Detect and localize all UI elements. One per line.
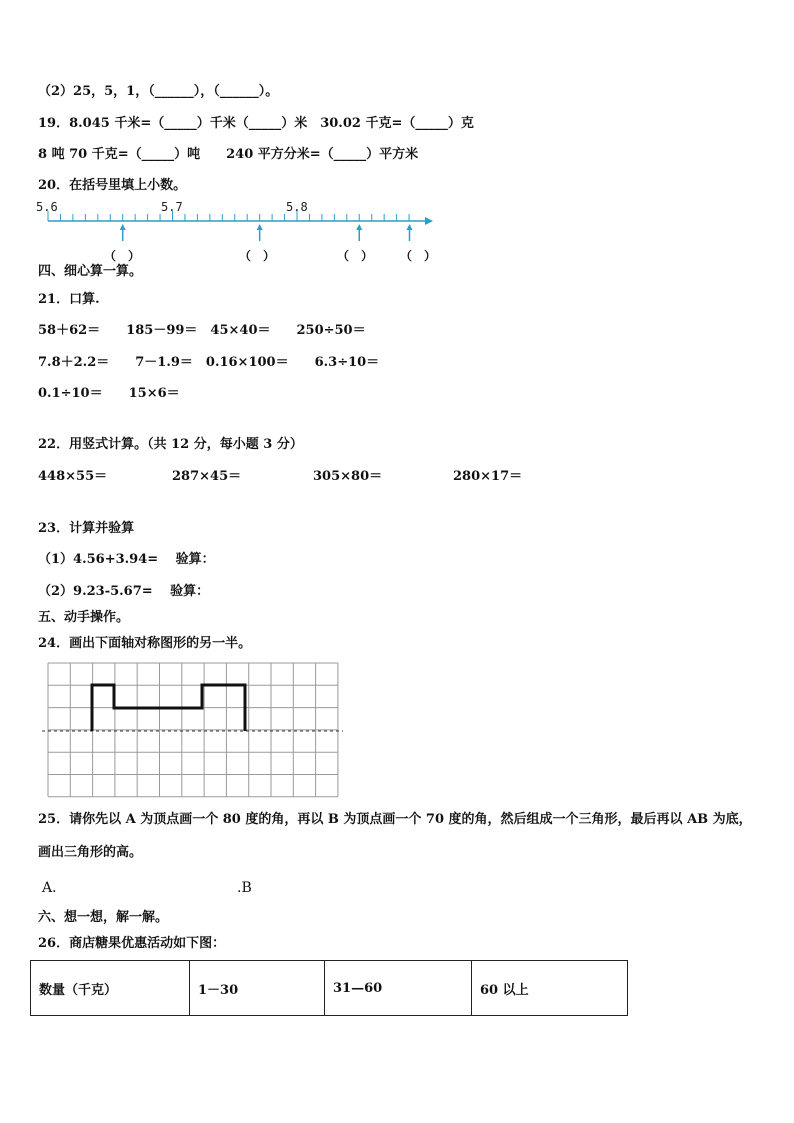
q22-item-3: 305×80＝ (313, 469, 383, 484)
discount-table (30, 960, 628, 1016)
q23-part1: （1）4.56+3.94= 验算： (38, 552, 215, 567)
q25-line2: 画出三角形的高。 (38, 845, 143, 860)
q21-row2: 7.8＋2.2＝ 7－1.9＝ 0.16×100＝ 6.3÷10＝ (38, 355, 380, 370)
q22-item-4: 280×17＝ (453, 469, 523, 484)
table-cell: 31—60 (325, 961, 472, 1016)
q21-row1: 58＋62＝ 185－99＝ 45×40＝ 250÷50＝ (38, 323, 366, 338)
point-a: A． (42, 880, 67, 896)
section-4-title: 四、细心算一算。 (38, 264, 143, 279)
q26-title: 26．商店糖果优惠活动如下图： (38, 936, 226, 951)
answer-blank-3[interactable]: （ ） (337, 249, 374, 263)
q21-title: 21．口算. (38, 292, 100, 307)
q18-part2: （2）25，5，1，（______），（______）。 (38, 84, 279, 99)
tick-label-5-8: 5.8 (286, 200, 308, 214)
table-cell: 60 以上 (472, 961, 628, 1016)
q22-item-2: 287×45＝ (172, 469, 242, 484)
answer-blank-4[interactable]: （ ） (400, 249, 437, 263)
q25-line1: 25．请你先以 A 为顶点画一个 80 度的角，再以 B 为顶点画一个 70 度的角，然后组成一个三角形，最后再以 AB 为底， (38, 812, 752, 827)
answer-blank-2[interactable]: （ ） (239, 249, 276, 263)
table-cell: 数量（千克） (31, 961, 190, 1016)
q20-title: 20．在括号里填上小数。 (38, 178, 187, 193)
q24-title: 24．画出下面轴对称图形的另一半。 (38, 636, 252, 651)
q23-title: 23．计算并验算 (38, 521, 135, 536)
q23-part2: （2）9.23-5.67= 验算： (38, 584, 210, 599)
section-5-title: 五、动手操作。 (38, 610, 130, 625)
point-b: .B (237, 880, 252, 896)
tick-label-5-7: 5.7 (161, 200, 183, 214)
section-6-title: 六、想一想，解一解。 (38, 910, 169, 925)
table-cell: 1－30 (190, 961, 325, 1016)
table-row (31, 961, 628, 1016)
q22-title: 22．用竖式计算。（共 12 分，每小题 3 分） (38, 437, 303, 452)
q22-item-1: 448×55＝ (38, 469, 108, 484)
q19-line2: 8 吨 70 千克=（_____）吨 240 平方分米=（_____）平方米 (38, 147, 419, 162)
tick-label-5-6: 5.6 (36, 200, 58, 214)
q19-line1: 19．8.045 千米=（_____）千米（_____）米 30.02 千克=（_____）克 (38, 116, 474, 131)
q21-row3: 0.1÷10＝ 15×6＝ (38, 386, 180, 401)
answer-blank-1[interactable]: （ ） (104, 249, 141, 263)
